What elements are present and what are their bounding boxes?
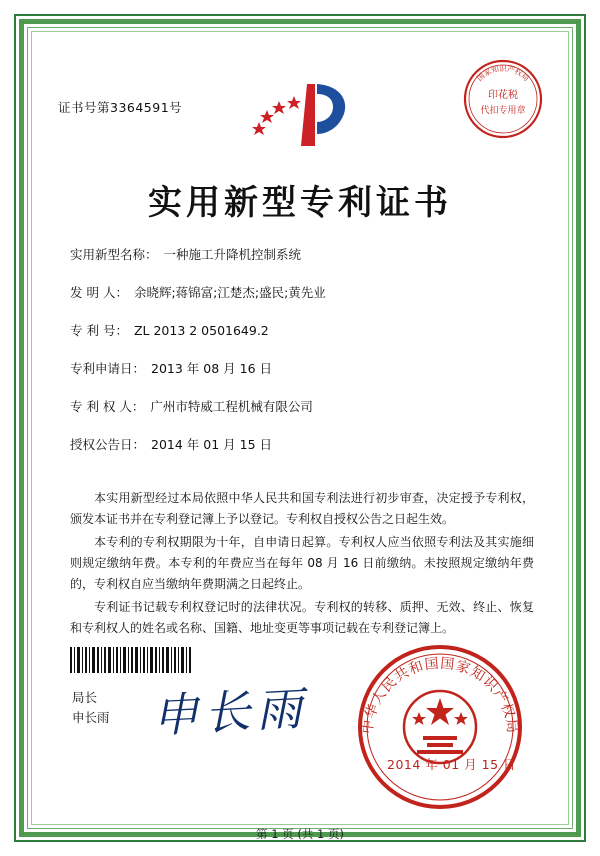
seal-date: 2014 年 01 月 15 日 xyxy=(387,757,516,772)
page-title: 实用新型专利证书 xyxy=(148,183,452,223)
field-value: 余晓辉;蒋锦富;江楚杰;盛民;黄先业 xyxy=(133,285,326,300)
field-value: 2013 年 08 月 16 日 xyxy=(151,361,273,376)
tax-stamp-seal xyxy=(462,58,544,140)
director-name-label: 申长雨 xyxy=(72,710,110,725)
field-row xyxy=(70,397,534,415)
field-value: 2014 年 01 月 15 日 xyxy=(151,437,273,452)
field-row xyxy=(70,245,534,263)
page-footer: 第 1 页 (共 1 页) xyxy=(256,827,344,841)
field-label: 发 明 人： xyxy=(70,285,128,300)
field-label: 实用新型名称： xyxy=(70,247,158,262)
field-value: 一种施工升降机控制系统 xyxy=(163,247,302,262)
national-office-seal xyxy=(353,640,528,815)
svg-text:印花税: 印花税 xyxy=(488,90,518,101)
paragraph: 本专利的专利权期限为十年，自申请日起算。专利权人应当依照专利法及其实施细则规定缴纳年费。本专利的年费应当在每年 08 月 16 日前缴纳。未按照规定缴纳年费的，专利权自应当缴纳年费期满之日起终止。 xyxy=(70,535,534,591)
handwritten-signature: 申长雨 xyxy=(150,680,310,744)
field-list xyxy=(70,245,534,473)
field-row xyxy=(70,359,534,377)
paragraph: 专利证书记载专利权登记时的法律状况。专利权的转移、质押、无效、终止、恢复和专利权人的姓名或名称、国籍、地址变更等事项记载在专利登记簿上。 xyxy=(70,600,534,635)
field-row xyxy=(70,321,534,339)
field-row xyxy=(70,283,534,301)
field-value: 广州市特威工程机械有限公司 xyxy=(150,399,313,414)
field-label: 专 利 权 人： xyxy=(70,399,145,414)
field-label: 专利申请日： xyxy=(70,361,146,376)
certificate-number: 证书号第3364591号 xyxy=(58,100,183,115)
barcode xyxy=(70,647,192,673)
field-row xyxy=(70,435,534,453)
svg-text:代扣专用章: 代扣专用章 xyxy=(480,106,526,116)
sipo-logo-icon xyxy=(245,76,355,154)
director-title-label: 局长 xyxy=(72,690,98,705)
field-value: ZL 2013 2 0501649.2 xyxy=(133,323,269,338)
paragraph: 本实用新型经过本局依照中华人民共和国专利法进行初步审查，决定授予专利权，颁发本证书并在专利登记簿上予以登记。专利权自授权公告之日起生效。 xyxy=(70,491,534,526)
certificate-content xyxy=(40,40,560,816)
field-label: 授权公告日： xyxy=(70,437,146,452)
svg-text:国家知识产权局: 国家知识产权局 xyxy=(474,64,532,83)
signature-block xyxy=(72,688,110,728)
field-label: 专 利 号： xyxy=(70,323,128,338)
svg-text:中华人民共和国国家知识产权局: 中华人民共和国国家知识产权局 xyxy=(359,655,521,735)
legal-text xyxy=(70,488,534,641)
